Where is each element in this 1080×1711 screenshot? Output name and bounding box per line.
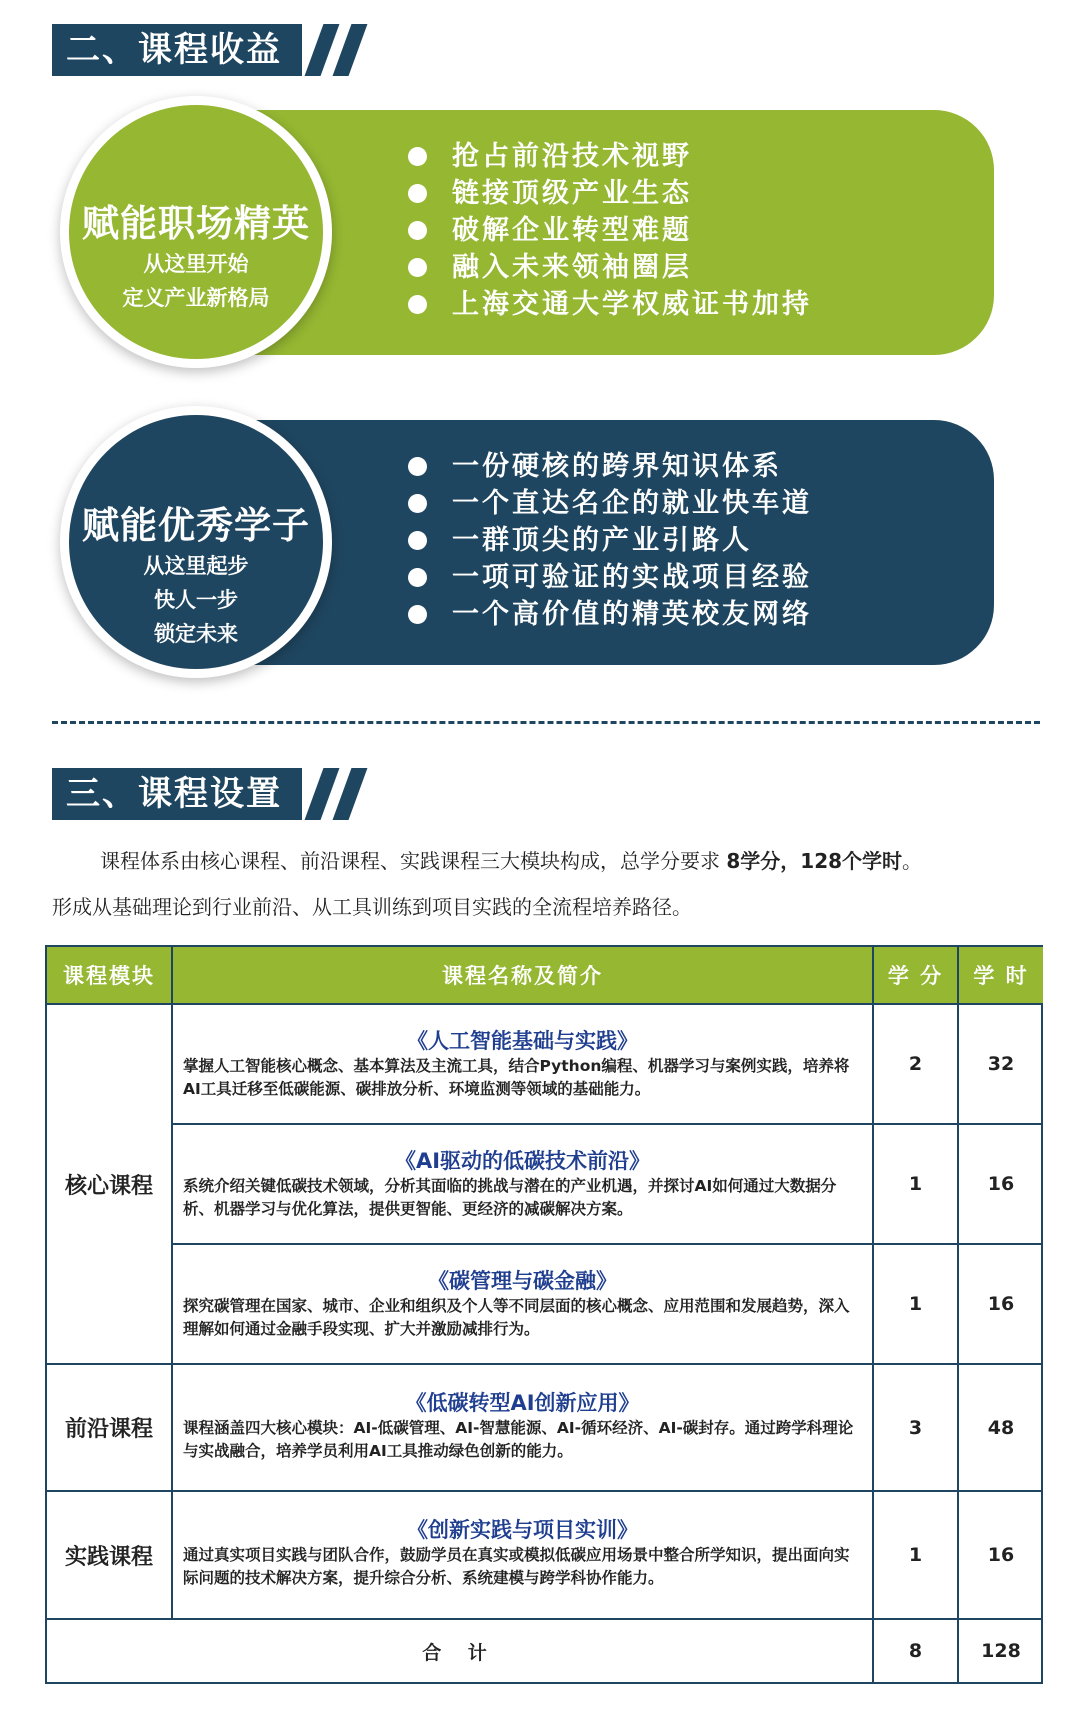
course-credit: 2 — [874, 1005, 959, 1125]
benefit-circle-professionals — [60, 96, 332, 368]
benefit-item: 上海交通大学权威证书加持 — [408, 286, 812, 323]
module-core: 核心课程 — [47, 1005, 173, 1365]
benefit-item: 一份硬核的跨界知识体系 — [408, 448, 812, 485]
course-description: 掌握人工智能核心概念、基本算法及主流工具，结合Python编程、机器学习与案例实践，培养将AI工具迁移至低碳能源、碳排放分析、环境监测等领域的基础能力。 — [183, 1057, 850, 1098]
table-row — [173, 1492, 874, 1620]
curriculum-table — [45, 945, 1043, 1684]
bullet-dot — [408, 531, 427, 550]
course-credit: 1 — [874, 1492, 959, 1620]
module-frontier: 前沿课程 — [47, 1365, 173, 1492]
module-practice: 实践课程 — [47, 1492, 173, 1620]
course-description: 课程涵盖四大核心模块：AI-低碳管理、AI-智慧能源、AI-循环经济、AI-碳封存。通过跨学科理论与实战融合，培养学员利用AI工具推动绿色创新的能力。 — [183, 1419, 854, 1460]
bullet-dot — [408, 184, 427, 203]
course-hours: 48 — [959, 1365, 1043, 1492]
circle-subtitle: 定义产业新格局 — [122, 286, 270, 310]
benefit-item: 抢占前沿技术视野 — [408, 138, 812, 175]
header-stripe — [333, 768, 368, 820]
bullet-dot — [408, 258, 427, 277]
header-hours: 学 时 — [959, 947, 1043, 1005]
section-header-benefits — [52, 24, 352, 76]
benefit-item: 一个高价值的精英校友网络 — [408, 596, 812, 633]
total-hours: 128 — [981, 1640, 1021, 1662]
benefit-item: 一个直达名企的就业快车道 — [408, 485, 812, 522]
course-title: 《人工智能基础与实践》 — [407, 1029, 638, 1053]
intro-line-1: 课程体系由核心课程、前沿课程、实践课程三大模块构成，总学分要求 8学分，128个学时。 — [100, 849, 923, 873]
total-label: 合 计 — [47, 1620, 874, 1682]
course-title: 《创新实践与项目实训》 — [407, 1518, 638, 1542]
benefit-item: 链接顶级产业生态 — [408, 175, 812, 212]
credit-summary: 8学分，128个学时 — [726, 849, 903, 873]
bullet-dot — [408, 147, 427, 166]
total-credit: 8 — [874, 1620, 959, 1682]
course-credit: 1 — [874, 1125, 959, 1245]
course-description: 系统介绍关键低碳技术领域，分析其面临的挑战与潜在的产业机遇，并探讨AI如何通过大数据分析、机器学习与优化算法，提供更智能、更经济的减碳解决方案。 — [183, 1177, 837, 1218]
bullet-dot — [408, 221, 427, 240]
benefit-item: 一群顶尖的产业引路人 — [408, 522, 812, 559]
bullet-dot — [408, 605, 427, 624]
course-hours: 16 — [959, 1245, 1043, 1365]
course-hours: 16 — [959, 1125, 1043, 1245]
course-hours: 32 — [959, 1005, 1043, 1125]
section-title: 三、课程设置 — [52, 768, 302, 820]
header-credit: 学 分 — [874, 947, 959, 1005]
benefit-list — [408, 448, 812, 633]
table-row — [173, 1365, 874, 1492]
header-course: 课程名称及简介 — [173, 947, 874, 1005]
table-row — [173, 1245, 874, 1365]
benefit-panel-students — [240, 420, 994, 665]
curriculum-intro — [52, 838, 1042, 930]
circle-title: 赋能优秀学子 — [82, 504, 310, 547]
course-credit: 1 — [874, 1245, 959, 1365]
bullet-dot — [408, 568, 427, 587]
circle-subtitle: 锁定未来 — [154, 622, 238, 646]
benefit-circle-students — [60, 406, 332, 678]
header-stripe — [333, 24, 368, 76]
course-description: 通过真实项目实践与团队合作，鼓励学员在真实或模拟低碳应用场景中整合所学知识，提出面向实际问题的技术解决方案，提升综合分析、系统建模与跨学科协作能力。 — [183, 1546, 850, 1587]
intro-line-2: 形成从基础理论到行业前沿、从工具训练到项目实践的全流程培养路径。 — [52, 895, 692, 919]
benefit-item: 破解企业转型难题 — [408, 212, 812, 249]
circle-title: 赋能职场精英 — [82, 202, 310, 245]
benefit-item: 一项可验证的实战项目经验 — [408, 559, 812, 596]
course-description: 探究碳管理在国家、城市、企业和组织及个人等不同层面的核心概念、应用范围和发展趋势，深入理解如何通过金融手段实现、扩大并激励减排行为。 — [183, 1297, 850, 1338]
table-row — [173, 1125, 874, 1245]
dashed-divider — [52, 721, 1040, 724]
course-title: 《AI驱动的低碳技术前沿》 — [394, 1149, 651, 1173]
circle-subtitle: 从这里起步 — [143, 554, 249, 578]
benefit-list — [408, 138, 812, 323]
circle-subtitle: 从这里开始 — [143, 252, 249, 276]
course-title: 《低碳转型AI创新应用》 — [405, 1391, 640, 1415]
header-module: 课程模块 — [47, 947, 173, 1005]
bullet-dot — [408, 457, 427, 476]
course-credit: 3 — [874, 1365, 959, 1492]
table-row — [173, 1005, 874, 1125]
section-header-curriculum — [52, 768, 352, 820]
course-title: 《碳管理与碳金融》 — [428, 1269, 617, 1293]
course-hours: 16 — [959, 1492, 1043, 1620]
benefit-item: 融入未来领袖圈层 — [408, 249, 812, 286]
benefit-panel-professionals — [240, 110, 994, 355]
circle-subtitle: 快人一步 — [154, 588, 238, 612]
bullet-dot — [408, 494, 427, 513]
section-title: 二、课程收益 — [52, 24, 302, 76]
bullet-dot — [408, 295, 427, 314]
